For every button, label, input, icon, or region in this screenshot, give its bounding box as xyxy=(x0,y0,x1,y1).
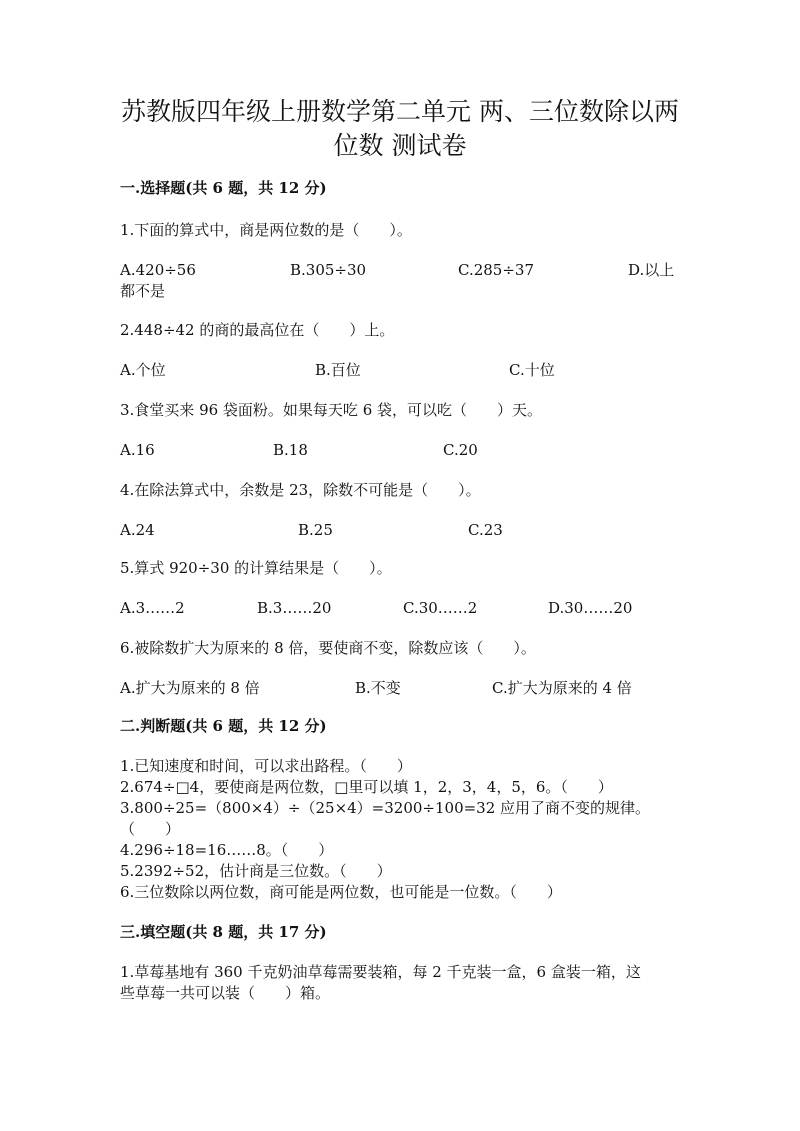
judgement-item: 5.2392÷52，估计商是三位数。（ ） xyxy=(120,862,392,880)
option-d-continued: 都不是 xyxy=(120,282,166,300)
judgement-item: 6.三位数除以两位数，商可能是两位数，也可能是一位数。（ ） xyxy=(120,883,562,901)
question-stem: 3.食堂买来 96 袋面粉。如果每天吃 6 袋，可以吃（ ）天。 xyxy=(120,401,543,419)
question-stem: 4.在除法算式中，余数是 23，除数不可能是（ ）。 xyxy=(120,481,481,499)
option-a: A.扩大为原来的 8 倍 xyxy=(120,679,260,697)
option-c: C.285÷37 xyxy=(458,261,534,279)
option-d: D.30……20 xyxy=(548,599,633,617)
question-stem: 1.草莓基地有 360 千克奶油草莓需要装箱，每 2 千克装一盒，6 盒装一箱，这 xyxy=(120,963,641,981)
judgement-item: 4.296÷18=16……8。（ ） xyxy=(120,841,334,859)
judgement-item-continued: （ ） xyxy=(120,820,181,838)
option-d: D.以上 xyxy=(628,261,675,279)
page-title xyxy=(100,95,700,163)
option-c: C.30……2 xyxy=(403,599,478,617)
section-heading-choice: 一.选择题(共 6 题，共 12 分) xyxy=(120,179,327,197)
judgement-item: 1.已知速度和时间，可以求出路程。（ ） xyxy=(120,757,412,775)
section-heading-fill-in: 三.填空题(共 8 题，共 17 分) xyxy=(120,923,327,941)
section-heading-judgement: 二.判断题(共 6 题，共 12 分) xyxy=(120,717,327,735)
option-c: C.扩大为原来的 4 倍 xyxy=(492,679,632,697)
option-a: A.16 xyxy=(120,441,155,459)
question-stem: 2.448÷42 的商的最高位在（ ）上。 xyxy=(120,321,395,339)
option-c: C.23 xyxy=(468,521,503,539)
option-b: B.百位 xyxy=(315,361,361,379)
option-a: A.420÷56 xyxy=(120,261,196,279)
option-b: B.3……20 xyxy=(257,599,332,617)
judgement-item: 3.800÷25=（800×4）÷（25×4）=3200÷100=32 应用了商不变的规律。 xyxy=(120,799,651,817)
option-b: B.18 xyxy=(273,441,308,459)
option-b: B.不变 xyxy=(355,679,401,697)
option-b: B.305÷30 xyxy=(290,261,367,279)
option-a: A.个位 xyxy=(120,361,166,379)
question-stem: 1.下面的算式中，商是两位数的是（ ）。 xyxy=(120,221,412,239)
option-a: A.3……2 xyxy=(120,599,185,617)
option-c: C.20 xyxy=(443,441,478,459)
question-stem: 5.算式 920÷30 的计算结果是（ ）。 xyxy=(120,559,392,577)
title-line-2: 位数 测试卷 xyxy=(333,131,467,160)
option-c: C.十位 xyxy=(509,361,555,379)
question-stem-continued: 些草莓一共可以装（ ）箱。 xyxy=(120,984,331,1002)
option-a: A.24 xyxy=(120,521,155,539)
question-stem: 6.被除数扩大为原来的 8 倍，要使商不变，除数应该（ ）。 xyxy=(120,639,536,657)
option-b: B.25 xyxy=(298,521,333,539)
title-line-1: 苏教版四年级上册数学第二单元 两、三位数除以两 xyxy=(121,97,679,126)
judgement-item: 2.674÷□4，要使商是两位数，□里可以填 1，2，3，4，5，6。（ ） xyxy=(120,778,613,796)
